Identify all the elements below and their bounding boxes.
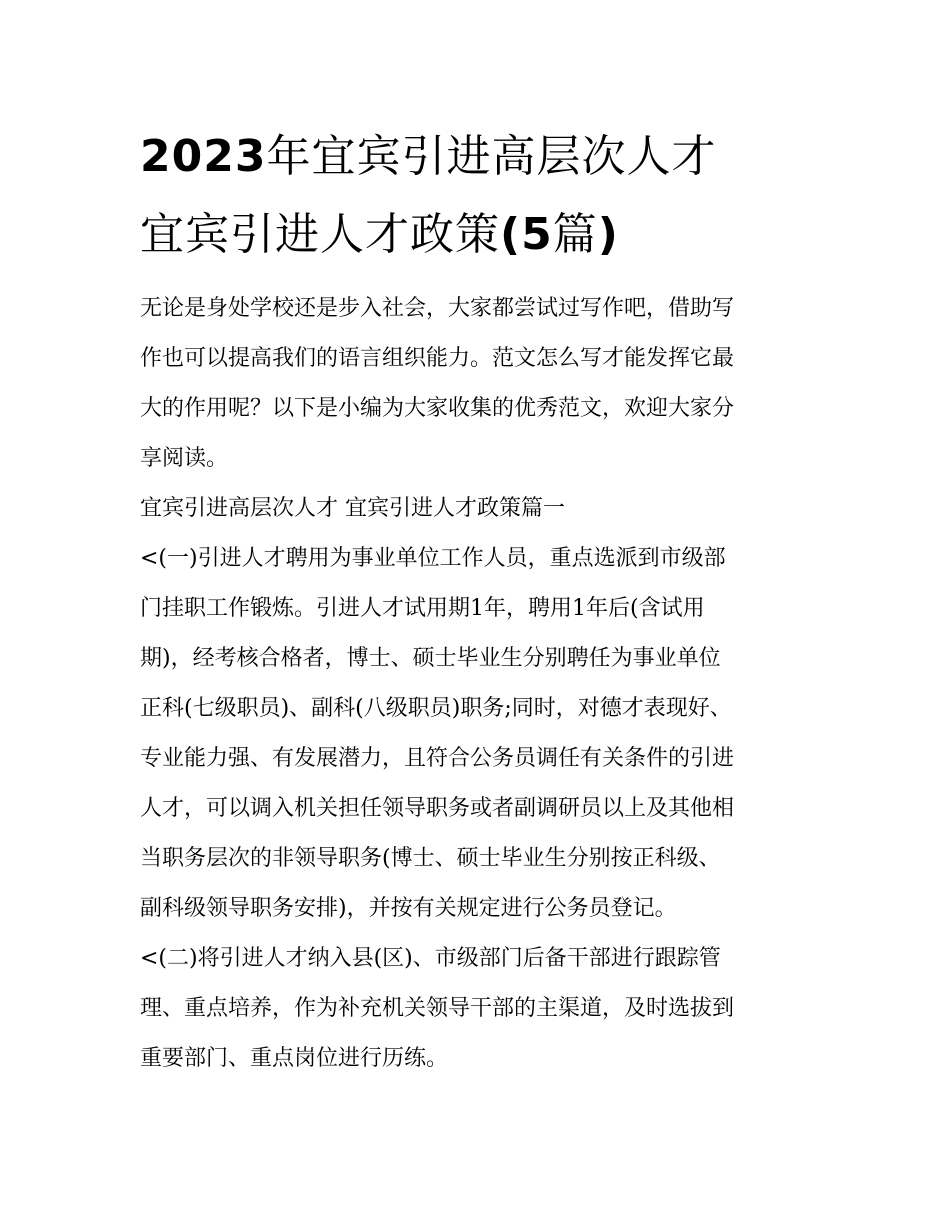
title-year: 2023 [140,131,267,182]
text-line: 宜宾引进高层次人才 宜宾引进人才政策篇一 [140,496,565,521]
text-line: 作也可以提高我们的语言组织能力。范文怎么写才能发挥它最 [140,346,735,371]
text-line: 当职务层次的非领导职务(博士、硕士毕业生分别按正科级、 [140,846,721,871]
policy-paragraph-1 [140,534,812,934]
title-line-1-text: 年宜宾引进高层次人才 [266,131,717,182]
text-line: <(一)引进人才聘用为事业单位工作人员，重点选派到市级部 [140,546,726,571]
text-line: <(二)将引进人才纳入县(区)、市级部门后备干部进行跟踪管 [140,946,721,971]
document-page [140,118,812,1084]
title-line-2-text-a: 宜宾引进人才政策 [140,209,500,260]
text-line: 正科(七级职员)、副科(八级职员)职务;同时，对德才表现好、 [140,696,732,721]
policy-paragraph-2 [140,934,812,1084]
text-line: 无论是身处学校还是步入社会，大家都尝试过写作吧，借助写 [140,296,735,321]
title-line-2-text-b: 篇 [552,209,598,260]
text-line: 副科级领导职务安排)，并按有关规定进行公务员登记。 [140,896,677,921]
title-line-2-bold-close: ) [597,209,619,260]
text-line: 人才，可以调入机关担任领导职务或者副调研员以上及其他相 [140,796,735,821]
text-line: 门挂职工作锻炼。引进人才试用期1年，聘用1年后(含试用 [140,596,705,621]
text-line: 大的作用呢？以下是小编为大家收集的优秀范文，欢迎大家分 [140,396,735,421]
text-line: 期)，经考核合格者，博士、硕士毕业生分别聘任为事业单位 [140,646,721,671]
intro-paragraph [140,284,812,484]
text-line: 享阅读。 [140,446,229,471]
title-line-2 [140,196,812,274]
text-line: 专业能力强、有发展潜力，且符合公务员调任有关条件的引进 [140,746,735,771]
title-line-2-bold: (5 [500,209,553,260]
text-line: 理、重点培养，作为补充机关领导干部的主渠道，及时选拔到 [140,996,735,1021]
section-heading [140,484,812,534]
document-title [140,118,812,274]
document-body [140,284,812,1084]
text-line: 重要部门、重点岗位进行历练。 [140,1046,449,1071]
title-line-1 [140,118,812,196]
